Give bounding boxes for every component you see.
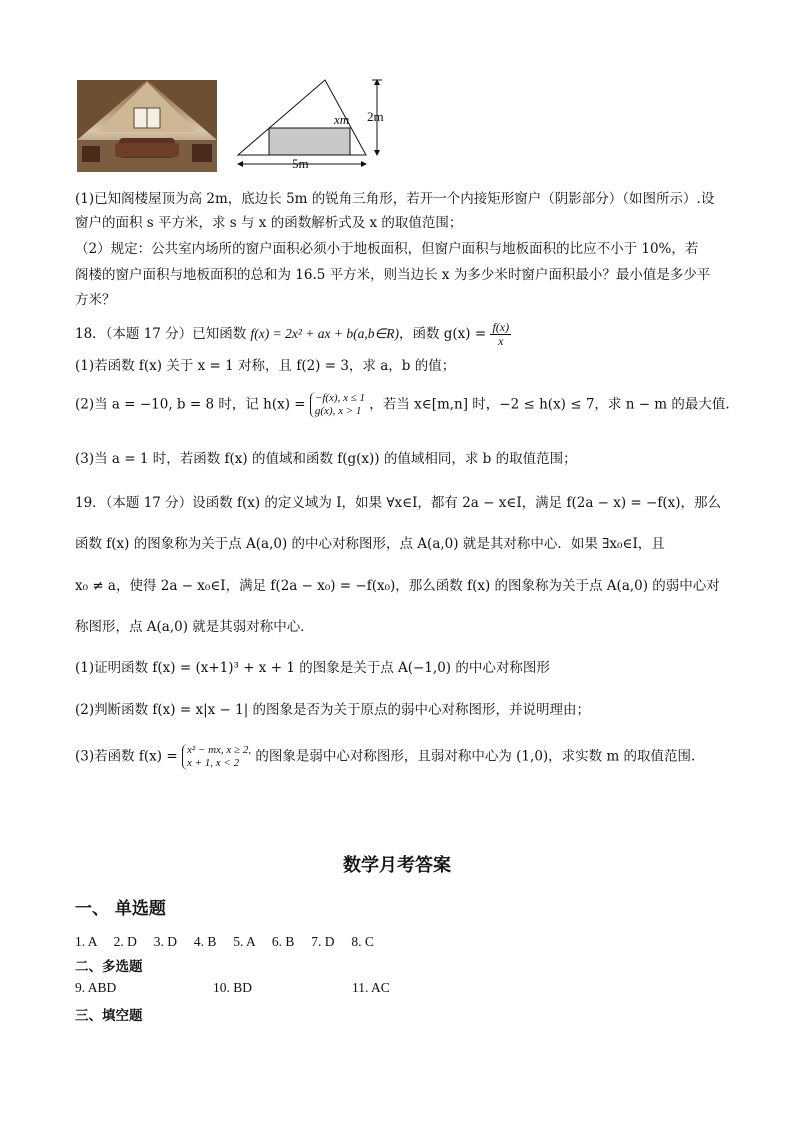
attic-photo xyxy=(77,80,217,172)
q19-part3 xyxy=(75,744,695,770)
triangle-window-diagram xyxy=(232,76,392,174)
q18-part2 xyxy=(75,392,730,418)
q18-case1: −f(x), x ≤ 1 xyxy=(314,392,365,404)
q19-piecewise xyxy=(182,744,251,770)
q18-heading xyxy=(75,321,511,348)
q18-frac-den: x xyxy=(498,334,504,348)
q18-part2-b: ，若当 x∈[m,n] 时，−2 ≤ h(x) ≤ 7，求 n − m 的最大值. xyxy=(369,396,730,413)
q19-part3-a: (3)若函数 f(x) = xyxy=(75,748,178,765)
q19-case1: x² − mx, x ≥ 2, xyxy=(186,744,252,756)
q19-part2: (2)判断函数 f(x) = x|x − 1| 的图象是否为关于原点的弱中心对称图形，并说明理由； xyxy=(75,702,591,718)
q18-part2-a: (2)当 a = −10, b = 8 时，记 h(x) = xyxy=(75,396,306,413)
q17-part1: (1)已知阁楼屋顶为高 2m，底边长 5m 的锐角三角形，若开一个内接矩形窗户（阴影部分）（如图所示）.设 xyxy=(75,191,715,207)
q19-part3-b: 的图象是弱中心对称图形，且弱对称中心为 (1,0)，求实数 m 的取值范围. xyxy=(255,748,696,765)
q18-function-f: f(x) = 2x² + ax + b(a,b∈R) xyxy=(250,326,399,341)
label-xm: xm xyxy=(334,112,350,127)
q19-case2: x + 1, x < 2 xyxy=(186,757,240,769)
single-choice-answers: 1. A 2. D 3. D 4. B 5. A 6. B 7. D 8. C xyxy=(75,934,374,949)
section-single-choice: 一、 单选题 xyxy=(75,899,166,919)
q18-piecewise xyxy=(310,392,365,418)
q19-line3: x₀ ≠ a，使得 2a − x₀∈I，满足 f(2a − x₀) = −f(x₀)，那么函数 f(x) 的图象称为关于点 A(a,0) 的弱中心对 xyxy=(75,578,720,594)
q18-case2: g(x), x > 1 xyxy=(314,405,362,417)
q17-part1b: 窗户的面积 s 平方米，求 s 与 x 的函数解析式及 x 的取值范围； xyxy=(75,215,463,231)
multi-answer-11: 11. AC xyxy=(352,980,390,995)
q17-part2: （2）规定：公共室内场所的窗户面积必须小于地板面积，但窗户面积与地板面积的比应不小于 10%，若 xyxy=(75,241,699,257)
section-multiple-choice: 二、多选题 xyxy=(75,959,143,975)
answers-title: 数学月考答案 xyxy=(343,855,451,876)
q18-part3: (3)当 a = 1 时，若函数 f(x) 的值域和函数 f(g(x)) 的值域相同，求 b 的取值范围； xyxy=(75,451,577,467)
q19-line1: 19．（本题 17 分）设函数 f(x) 的定义域为 I，如果 ∀x∈I，都有 2a − x∈I，满足 f(2a − x) = −f(x)，那么 xyxy=(75,495,721,511)
q18-head-a: 18．（本题 17 分）已知函数 xyxy=(75,326,251,342)
q18-fraction xyxy=(490,321,511,348)
q18-part1: (1)若函数 f(x) 关于 x = 1 对称，且 f(2) = 3，求 a，b 的值； xyxy=(75,358,456,374)
q19-part1: (1)证明函数 f(x) = (x+1)³ + x + 1 的图象是关于点 A(−1,0) 的中心对称图形 xyxy=(75,660,550,676)
label-base: 5m xyxy=(292,156,309,171)
q19-line4: 称图形，点 A(a,0) 就是其弱对称中心． xyxy=(75,619,314,635)
q18-frac-num: f(x) xyxy=(492,320,510,334)
attic-photo-drawing xyxy=(77,80,217,172)
multi-answer-9: 9. ABD xyxy=(75,980,117,995)
q19-line2: 函数 f(x) 的图象称为关于点 A(a,0) 的中心对称图形，点 A(a,0) 就是其对称中心．如果 ∃x₀∈I，且 xyxy=(75,536,665,552)
q17-part2c: 方米？ xyxy=(75,292,116,308)
label-height: 2m xyxy=(367,109,384,124)
q18-head-b: ，函数 g(x) = xyxy=(398,326,487,342)
section-fill-blank: 三、填空题 xyxy=(75,1008,143,1024)
multi-answer-10: 10. BD xyxy=(213,980,253,995)
q17-part2b: 阁楼的窗户面积与地板面积的总和为 16.5 平方米，则当边长 x 为多少米时窗户面积最小？最小值是多少平 xyxy=(75,267,711,283)
